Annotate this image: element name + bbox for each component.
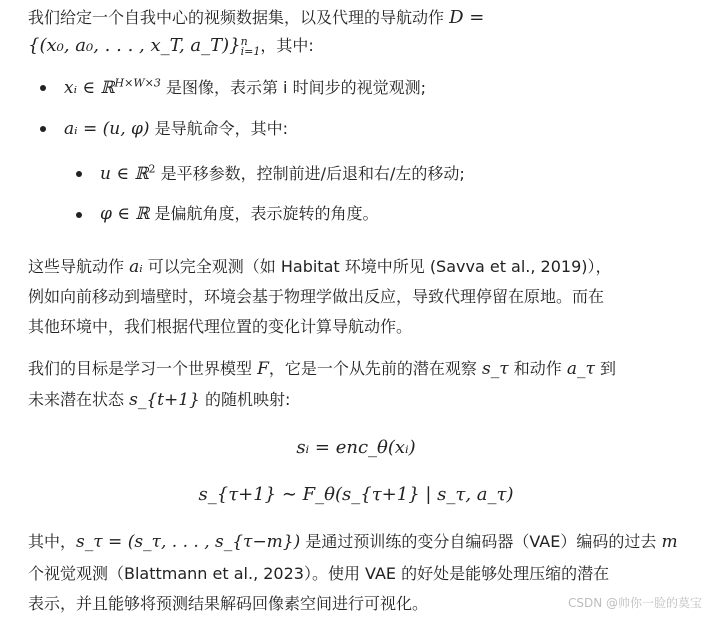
bullet-ai	[64, 115, 288, 143]
sup-n: n	[240, 34, 248, 48]
para4-text: 是通过预训练的变分自编码器（VAE）编码的过去	[305, 532, 657, 551]
para3-text: 我们的目标是学习一个世界模型	[28, 359, 253, 378]
para1-text: 我们给定一个自我中心的视频数据集，以及代理的导航动作	[28, 8, 445, 27]
para1-tail: ，其中:	[260, 36, 314, 55]
para2-text: 这些导航动作	[28, 257, 125, 276]
para4-line1	[28, 528, 678, 556]
para4-line3: 表示，并且能够将预测结果解码回像素空间进行可视化。	[28, 594, 429, 613]
para1-line2	[28, 32, 314, 60]
bullet-xi	[64, 74, 426, 102]
bullet-dot	[40, 126, 46, 132]
math-m: m	[661, 532, 678, 552]
para3-line2	[28, 386, 290, 414]
bullet-ai-text: 是导航命令，其中:	[154, 119, 289, 138]
bullet-xi-text: 是图像，表示第 i 时间步的视觉观测;	[165, 78, 426, 97]
para2-line1	[28, 253, 612, 281]
para2-text: 可以完全观测（如 Habitat 环境中所见 (Savva et al., 2019)），	[147, 257, 612, 276]
math-s-tau-seq: s_τ = (s_τ, . . . , s_{τ−m})	[76, 532, 301, 552]
math-a-tau: a_τ	[566, 359, 595, 379]
math-F: F	[257, 359, 269, 379]
sub-i1: i=1	[240, 44, 261, 58]
para3-text: 未来潜在状态	[28, 390, 125, 409]
para2-line3: 其他环境中，我们根据代理位置的变化计算导航动作。	[28, 317, 413, 336]
watermark: CSDN @帅你一脸的莫宝	[567, 596, 702, 610]
math-s-t1: s_{t+1}	[129, 390, 200, 410]
subbullet-phi-text: 是偏航角度，表示旋转的角度。	[154, 204, 379, 223]
bullet-dot	[40, 85, 46, 91]
sup-hw3: H×W×3	[114, 76, 161, 90]
para1-line1	[28, 4, 484, 32]
math-dataset: {(x₀, a₀, . . . , x_T, a_T)}	[28, 35, 241, 56]
subbullet-dot	[76, 212, 82, 218]
equation-encoder: sᵢ = enc_θ(xᵢ)	[296, 437, 416, 458]
para3-text: ，它是一个从先前的潜在观察	[268, 359, 477, 378]
subbullet-u-text: 是平移参数，控制前进/后退和右/左的移动;	[160, 164, 465, 183]
para3-text: 和动作	[513, 359, 562, 378]
para4-line2: 个视觉观测（Blattmann et al., 2023）。使用 VAE 的好处是能够处理压缩的潜在	[28, 564, 610, 583]
para3-text: 的随机映射:	[204, 390, 291, 409]
para3-line1	[28, 355, 616, 383]
math-ai: aᵢ = (u, φ)	[64, 119, 150, 139]
subbullet-u	[100, 160, 465, 188]
limits	[240, 34, 261, 58]
sup-2: 2	[148, 162, 156, 176]
para3-text: 到	[600, 359, 617, 378]
equation-world-model: s_{τ+1} ∼ F_θ(s_{τ+1} | s_τ, a_τ)	[198, 484, 514, 505]
math-xi: xᵢ ∈ ℝ	[64, 78, 115, 98]
para2-line2: 例如向前移动到墙壁时，环境会基于物理学做出反应，导致代理停留在原地。而在	[28, 287, 605, 306]
math-u: u ∈ ℝ	[100, 164, 149, 184]
math-ai-inline: aᵢ	[129, 257, 143, 277]
subbullet-dot	[76, 171, 82, 177]
subbullet-phi	[100, 200, 379, 228]
para4-text: 其中，	[28, 532, 77, 551]
math-D: D =	[449, 7, 485, 28]
math-s-tau: s_τ	[482, 359, 509, 379]
math-phi: φ ∈ ℝ	[100, 204, 150, 224]
